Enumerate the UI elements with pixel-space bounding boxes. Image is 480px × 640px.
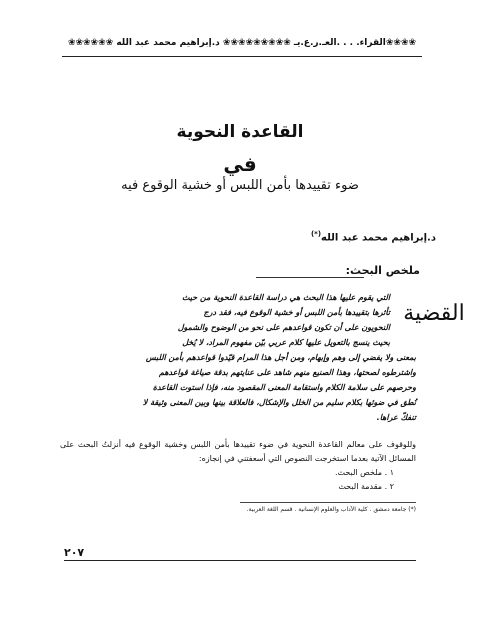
abstract-heading-rule (256, 277, 364, 278)
abstract-line: بحيث ينسج بالتعويل عليها كلام عربي بيّن مفهوم المراد، لا يُخل (182, 338, 390, 347)
author-name: د.إبراهيم محمد عبد الله (321, 232, 436, 244)
abstract-line: تنفكّ عراها. (376, 413, 416, 422)
list-item: ٢ . مقدمة البحث (338, 482, 394, 491)
abstract-line: النحويون على أن تكون قواعدهم على نحو من الوضوح والشمول (177, 323, 390, 332)
running-header: ❀❀❀❀القراء. . . .العـ.ر.ع.يـ ❀❀❀❀❀❀❀❀❀ د.إبراهيم محمد عبد الله ❀❀❀❀❀❀ (67, 38, 417, 48)
footnote: (*) جامعة دمشق . كلية الآداب والعلوم الإنسانية . قسم اللغة العربية. (246, 506, 416, 513)
list-item: ١ . ملخص البحث. (334, 468, 394, 477)
abstract-line: بمعنى ولا يفضي إلى وهم وإبهام، ومن أجل هذا المرام قيّدوا قواعدهم بأمن اللبس (145, 353, 416, 362)
abstract-line: واشترطوه لصحتها، وهذا الصنيع منهم شاهد على عنايتهم بدقة صياغة قواعدهم (159, 368, 416, 377)
body-paragraph: وللوقوف على معالم القاعدة النحوية في ضوء تقييدها بأمن اللبس وخشية الوقوع فيه أنزلتُ البحث على المسائل الآتية بعدما استخرجت النصوص التي أسعفتني في إنجازه: (60, 440, 416, 463)
abstract-heading: ملخص البحث: (345, 264, 420, 277)
abstract-line: وحرصهم على سلامة الكلام واستقامة المعنى المقصود منه، فإذا استوت القاعدة (152, 383, 416, 392)
abstract-line: التي يقوم عليها هذا البحث هي دراسة القاعدة النحوية من حيث (182, 293, 390, 302)
author-footnote-mark: (*) (310, 230, 322, 238)
abstract-line: تأثرها بتقييدها بأمن اللبس أو خشية الوقوع فيه، فقد درج (203, 308, 390, 317)
page-number: ٢٠٧ (64, 546, 85, 559)
header-rule (62, 56, 422, 57)
article-title: القاعدة النحوية (176, 122, 304, 142)
abstract-line: نُطق في ضوئها بكلام سليم من الخلل والإشكال، فالعلاقة بينها وبين المعنى وثيقة لا (142, 398, 416, 407)
margin-keyword: القضية (403, 301, 465, 326)
article-title-preposition: في (223, 152, 257, 176)
footer-rule (64, 560, 416, 561)
footnote-rule (240, 502, 416, 503)
article-subtitle: ضوء تقييدها بأمن اللبس أو خشية الوقوع فيه (121, 178, 359, 193)
author-line (176, 230, 436, 243)
